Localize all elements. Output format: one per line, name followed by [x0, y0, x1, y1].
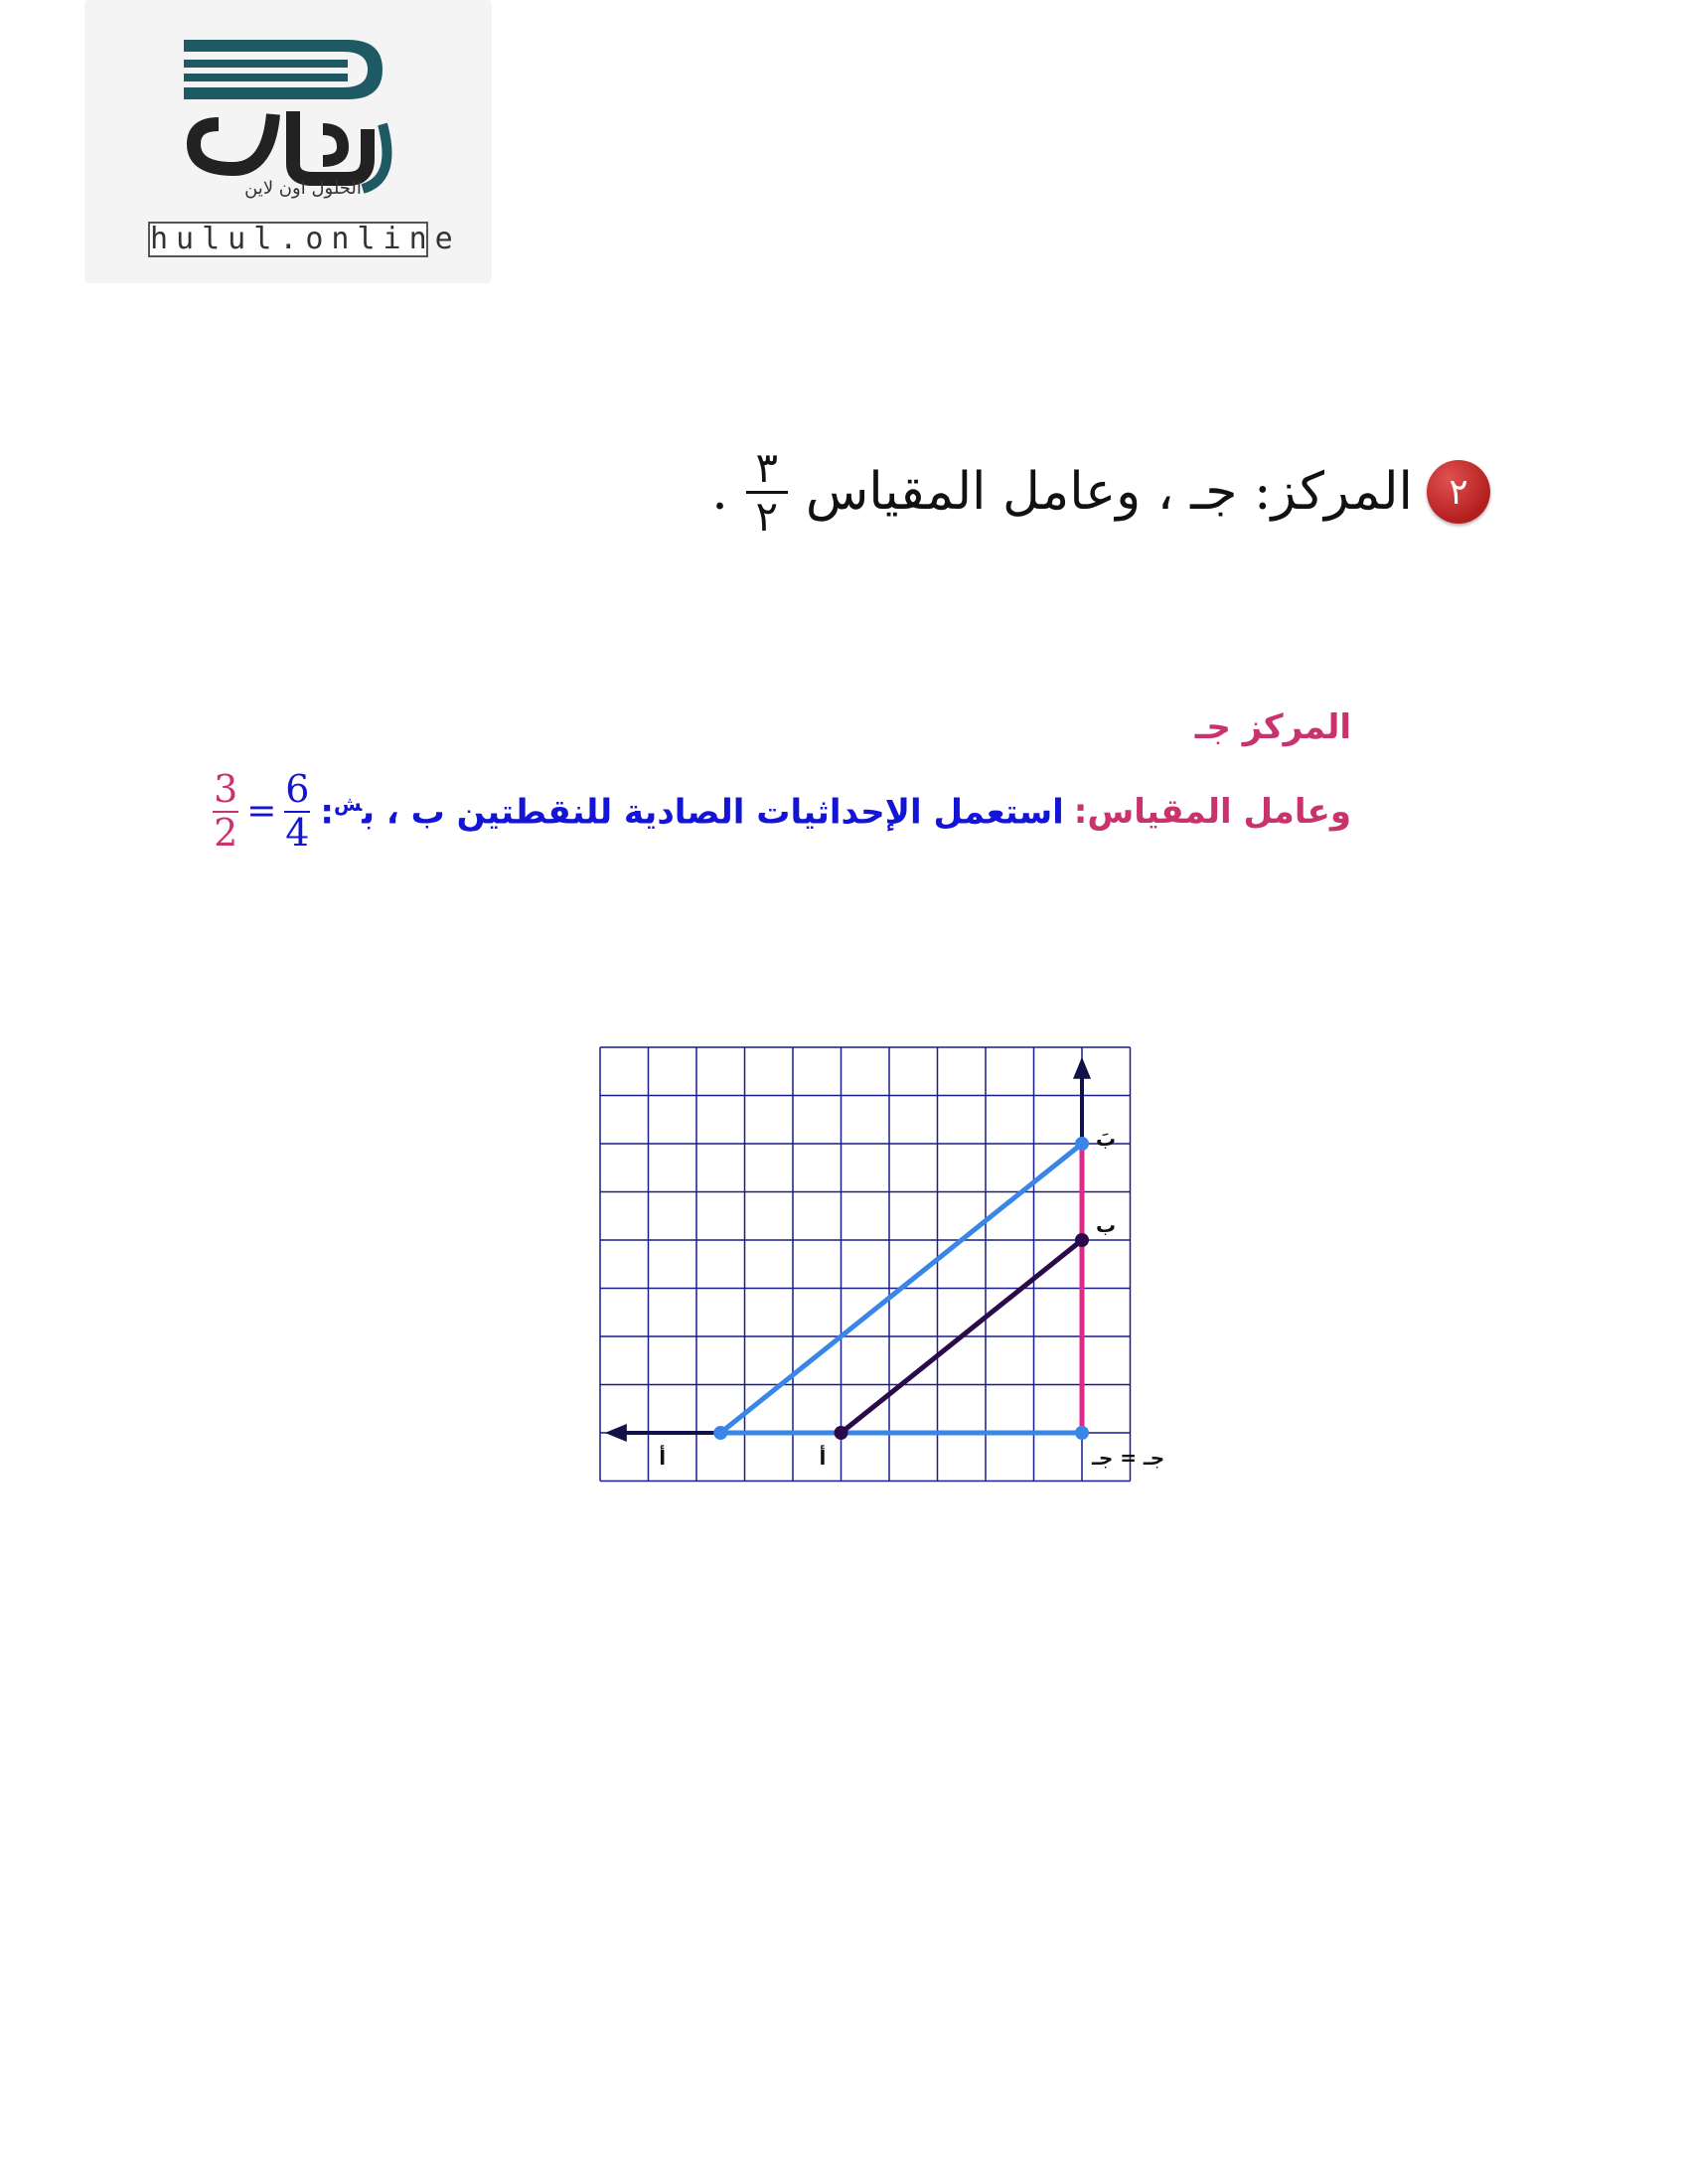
problem-end-dot: .: [711, 462, 728, 522]
fraction-numerator: ٣: [755, 442, 779, 492]
solution-scale-line: [213, 767, 1351, 855]
prime-mark: ش: [333, 791, 363, 816]
label-c-equals-c-prime: جـ = جـ: [1092, 1446, 1165, 1470]
center-value: جـ: [1194, 707, 1231, 747]
label-a-prime: أ: [659, 1446, 667, 1470]
dilation-graph: [596, 1043, 1172, 1490]
problem-statement: [711, 442, 1490, 542]
ratio-numerator: 6: [285, 767, 310, 811]
logo-url: hulul.online: [150, 222, 461, 256]
problem-number-badge: ٢: [1427, 460, 1490, 524]
label-b-prime: بَ: [1096, 1127, 1117, 1151]
result-denominator: 2: [214, 810, 238, 855]
scale-expression: [213, 767, 310, 855]
scale-colon: :: [320, 792, 334, 833]
solution-center-line: [1195, 707, 1351, 747]
result-numerator: 3: [214, 767, 238, 811]
problem-text: المركز: جـ ، وعامل المقياس: [805, 462, 1413, 522]
scale-label: وعامل المقياس:: [1073, 791, 1351, 832]
point-b-prime: [1075, 1137, 1089, 1151]
ratio-fraction: [284, 767, 310, 855]
point-c: [1075, 1426, 1089, 1440]
problem-fraction: [746, 442, 788, 541]
scale-explanation: [320, 792, 1063, 832]
result-fraction: [213, 767, 238, 855]
label-a: أ: [819, 1446, 827, 1470]
scale-text: استعمل الإحداثيات الصادية للنقطتين ب ، ب: [362, 792, 1064, 833]
center-label: المركز: [1242, 707, 1351, 747]
hulul-logo: [84, 0, 492, 283]
equals-sign: =: [246, 791, 277, 833]
fraction-denominator: ٢: [755, 491, 779, 541]
point-b: [1075, 1233, 1089, 1247]
logo-tagline: الحلول اون لاين: [244, 178, 362, 199]
ratio-denominator: 4: [285, 810, 310, 855]
x-axis-arrow-icon: [605, 1424, 627, 1442]
point-a: [835, 1426, 848, 1440]
label-b: ب: [1096, 1213, 1117, 1237]
point-a-prime: [713, 1426, 727, 1440]
y-axis-arrow-icon: [1073, 1057, 1091, 1079]
hulul-logo-icon: [174, 30, 412, 199]
